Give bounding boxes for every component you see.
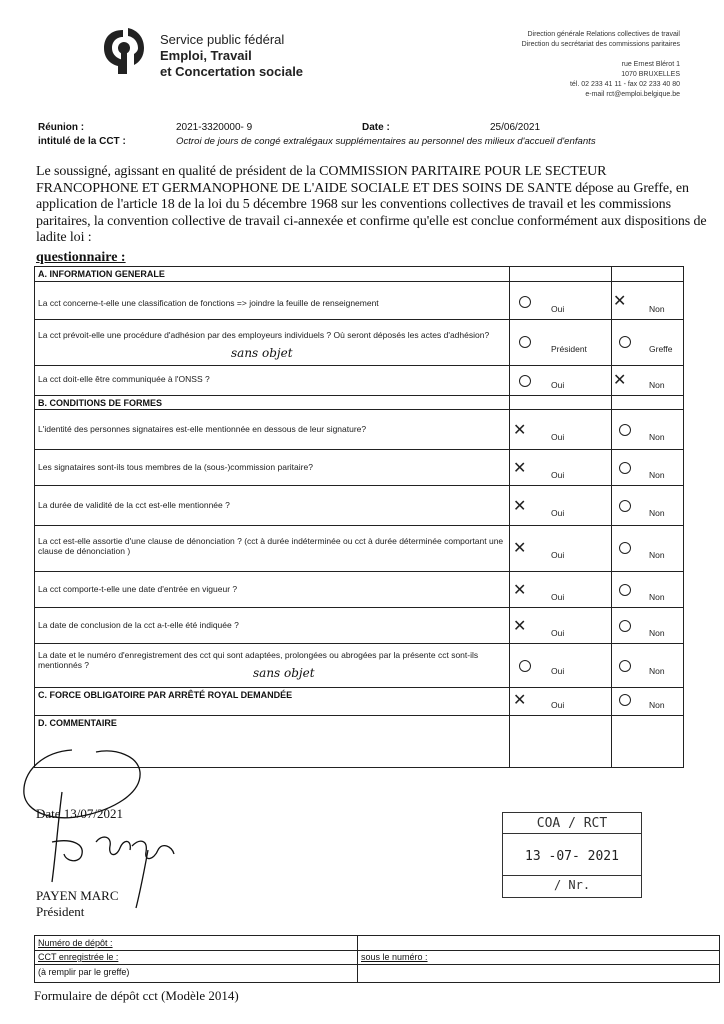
signatory-name: PAYEN MARC [36, 888, 119, 903]
greffe-note: (à remplir par le greffe) [38, 967, 130, 977]
non-label: Non [649, 628, 665, 638]
registry-table [34, 935, 720, 983]
oui-label: Oui [551, 508, 565, 518]
oui-label: Oui [551, 550, 565, 560]
signature-date: Date 13/07/2021 [36, 806, 124, 821]
checked-x-mark: ✕ [613, 370, 627, 389]
section-a-row [35, 267, 683, 281]
oui-label: Oui [551, 432, 565, 442]
question-b5: La cct comporte-t-elle une date d'entrée en vigueur ? [38, 584, 238, 594]
date-label: Date : [362, 122, 390, 133]
greffe-label: Greffe [649, 344, 673, 354]
checked-x-mark: ✕ [513, 458, 527, 477]
stamp-date: 13 -07- 2021 [525, 849, 619, 864]
section-b-title: B. CONDITIONS DE FORMES [38, 398, 163, 408]
intitule-value: Octroi de jours de congé extralégaux supplémentaires au personnel des milieux d'accueil d'enfants [176, 136, 596, 147]
question-row-b4 [35, 525, 683, 572]
stamp-title: COA / RCT [536, 816, 608, 831]
question-a1: La cct concerne-t-elle une classification de fonctions => joindre la feuille de renseignement [38, 298, 379, 308]
dir-line-5: tél. 02 233 41 11 - fax 02 233 40 80 [569, 81, 680, 88]
oui-radio[interactable] [519, 296, 531, 308]
non-radio[interactable] [619, 462, 631, 474]
dir-line-4: 1070 BRUXELLES [621, 71, 680, 78]
handwritten-sans-objet: sans objet [231, 346, 293, 360]
handwritten-sans-objet: sans objet [253, 666, 315, 680]
question-row-a3 [35, 365, 683, 396]
section-c-row [35, 687, 683, 716]
questionnaire-table [34, 266, 684, 768]
section-b-row [35, 395, 683, 410]
org-line-3: et Concertation sociale [160, 64, 304, 79]
receipt-stamp [502, 812, 642, 898]
intitule-label: intitulé de la CCT : [38, 136, 126, 147]
question-b1: L'identité des personnes signataires est-elle mentionnée en dessous de leur signature? [38, 424, 367, 434]
oui-label: Oui [551, 304, 565, 314]
non-label: Non [649, 550, 665, 560]
president-radio[interactable] [519, 336, 531, 348]
checked-x-mark: ✕ [513, 580, 527, 599]
question-row-a1 [35, 281, 683, 320]
dir-line-2: Direction du secrétariat des commissions paritaires [521, 41, 680, 48]
checked-x-mark: ✕ [513, 616, 527, 635]
question-row-b6 [35, 607, 683, 644]
oui-radio[interactable] [519, 660, 531, 672]
non-label: Non [649, 432, 665, 442]
dir-line-1: Direction générale Relations collectives de travail [527, 31, 680, 38]
president-label: Président [551, 344, 587, 354]
dir-line-6: e-mail rct@emploi.belgique.be [585, 91, 680, 98]
non-label: Non [649, 592, 665, 602]
question-row-b3 [35, 485, 683, 526]
stamp-number: / Nr. [553, 878, 591, 892]
oui-label: Oui [551, 666, 565, 676]
form-model-reference: Formulaire de dépôt cct (Modèle 2014) [34, 988, 239, 1003]
section-a-title: A. INFORMATION GENERALE [38, 269, 165, 279]
non-radio[interactable] [619, 694, 631, 706]
org-line-2: Emploi, Travail [160, 48, 252, 63]
organization-name [160, 32, 303, 80]
oui-radio[interactable] [519, 375, 531, 387]
cct-registered-label: CCT enregistrée le : [38, 952, 119, 962]
reunion-value: 2021-3320000- 9 [176, 122, 253, 133]
directorate-address [522, 30, 680, 100]
question-b6: La date de conclusion de la cct a-t-elle été indiquée ? [38, 620, 239, 630]
checked-x-mark: ✕ [513, 420, 527, 439]
registration-number-label: sous le numéro : [361, 952, 428, 962]
oui-label: Oui [551, 592, 565, 602]
federal-service-logo [98, 24, 148, 76]
question-a3: La cct doit-elle être communiquée à l'ONSS ? [38, 374, 210, 384]
non-label: Non [649, 304, 665, 314]
question-b3: La durée de validité de la cct est-elle mentionnée ? [38, 500, 230, 510]
questionnaire-title: questionnaire : [36, 250, 126, 265]
question-row-a2 [35, 319, 683, 366]
question-row-b1 [35, 409, 683, 450]
greffe-radio[interactable] [619, 336, 631, 348]
checked-x-mark: ✕ [513, 538, 527, 557]
question-row-b2 [35, 449, 683, 486]
date-value: 25/06/2021 [490, 122, 541, 133]
oui-label: Oui [551, 470, 565, 480]
checked-x-mark: ✕ [513, 496, 527, 515]
checked-x-mark: ✕ [513, 690, 527, 709]
declaration-paragraph: Le soussigné, agissant en qualité de président de la COMMISSION PARITAIRE POUR LE SECTEUR FRANCOPHONE ET GERMANOPHONE DE L'AIDE SOCIALE ET DES SOINS DE SANTE dépose au Greffe, en application de l'article 18 de la loi du 5 décembre 1968 sur les conventions collectives de travail et les commissions paritaires, la convention collective de travail ci-annexée et confirme qu'elle est conclue conformément aux dispositions de ladite loi : [36, 164, 707, 246]
non-label: Non [649, 470, 665, 480]
signatory-role: Président [36, 904, 85, 919]
non-radio[interactable] [619, 500, 631, 512]
non-label: Non [649, 508, 665, 518]
question-b7: La date et le numéro d'enregistrement des cct qui sont adaptées, prolongées ou abrogées par la présente cct sont-ils mentionnés ? [38, 650, 479, 670]
question-b2: Les signataires sont-ils tous membres de la (sous-)commission paritaire? [38, 462, 313, 472]
checked-x-mark: ✕ [613, 291, 627, 310]
org-line-1: Service public fédéral [160, 32, 285, 47]
question-a2: La cct prévoit-elle une procédure d'adhésion par des employeurs individuels ? Où seront déposés les actes d'adhésion? [38, 330, 490, 340]
question-row-b5 [35, 571, 683, 608]
dir-line-3: rue Ernest Blérot 1 [621, 61, 680, 68]
reunion-label: Réunion : [38, 122, 85, 133]
non-radio[interactable] [619, 660, 631, 672]
non-radio[interactable] [619, 620, 631, 632]
non-label: Non [649, 666, 665, 676]
oui-label: Oui [551, 380, 565, 390]
question-b4: La cct est-elle assortie d'une clause de dénonciation ? (cct à durée indéterminée ou cct à durée déterminée comportant une clause de dénonciation ) [38, 536, 504, 556]
non-radio[interactable] [619, 424, 631, 436]
non-radio[interactable] [619, 584, 631, 596]
handwritten-signature [12, 742, 182, 912]
depot-number-label: Numéro de dépôt : [38, 938, 113, 948]
non-label: Non [649, 700, 665, 710]
non-label: Non [649, 380, 665, 390]
oui-label: Oui [551, 700, 565, 710]
section-c-title: C. FORCE OBLIGATOIRE PAR ARRÊTÉ ROYAL DEMANDÉE [38, 690, 293, 700]
non-radio[interactable] [619, 542, 631, 554]
oui-label: Oui [551, 628, 565, 638]
section-d-title: D. COMMENTAIRE [38, 718, 117, 728]
question-row-b7 [35, 643, 683, 688]
